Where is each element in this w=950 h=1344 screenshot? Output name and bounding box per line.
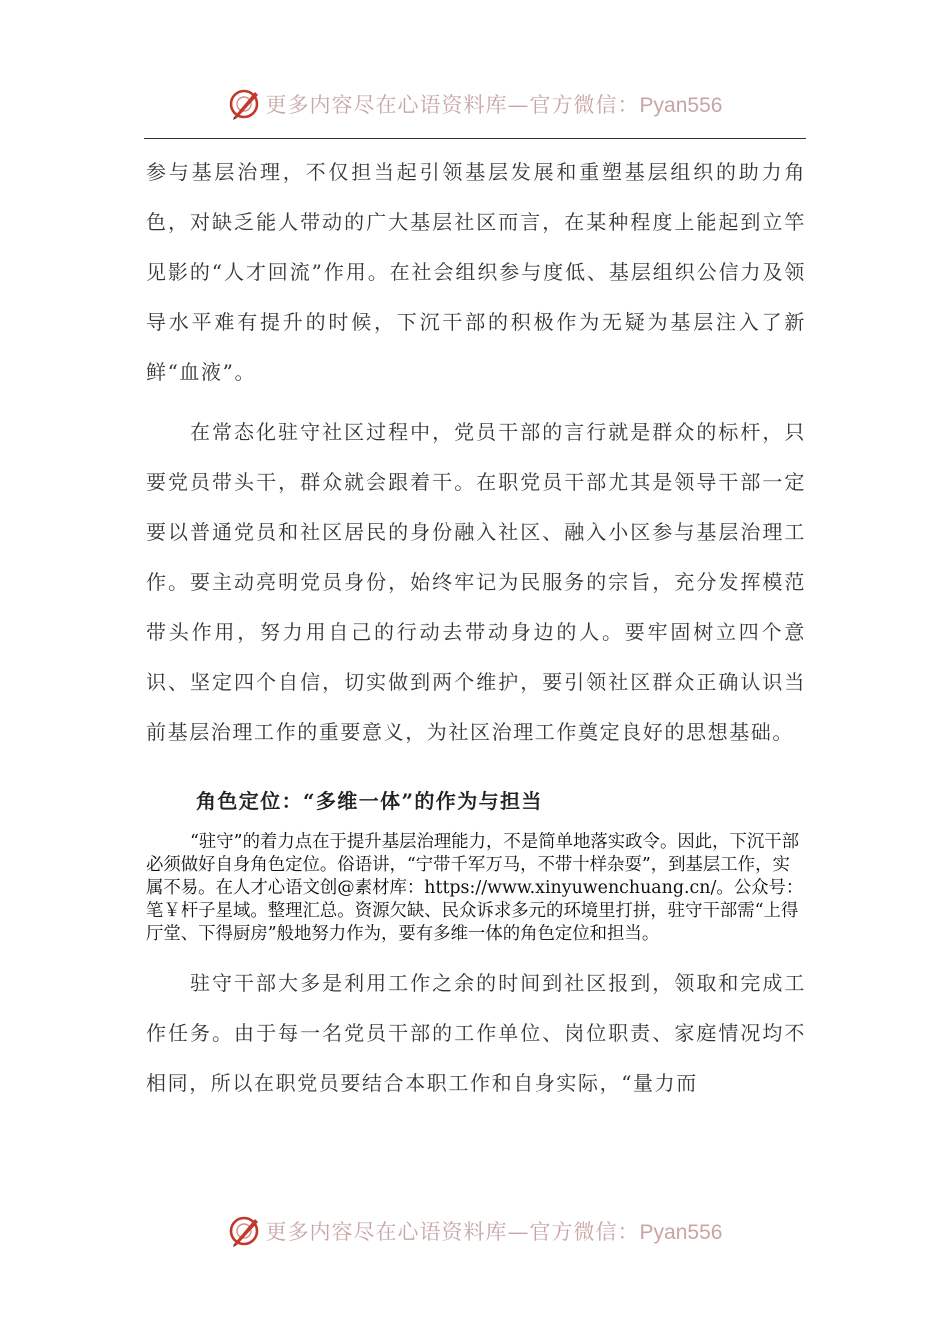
pen-logo-icon [228,1214,262,1248]
banner-text [266,89,723,119]
banner-text [266,1216,723,1246]
paragraph-1: 参与基层治理，不仅担当起引领基层发展和重塑基层组织的助力角色，对缺乏能人带动的广大基层社区而言，在某种程度上能起到立竿见影的“人才回流”作用。在社会组织参与度低、基层组织公信力及领导水平难有提升的时候，下沉干部的积极作为无疑为基层注入了新鲜“血液”。 [146,160,806,384]
header-divider [144,138,806,139]
section-heading: 角色定位：“多维一体”的作为与担当 [196,789,543,813]
banner-caption: 更多内容尽在心语资料库—官方微信： [265,1220,640,1244]
paragraph-4: 驻守干部大多是利用工作之余的时间到社区报到，领取和完成工作任务。由于每一名党员干部的工作单位、岗位职责、家庭情况均不相同，所以在职党员要结合本职工作和自身实际，“量力而 [146,971,806,1095]
paragraph-2: 在常态化驻守社区过程中，党员干部的言行就是群众的标杆，只要党员带头干，群众就会跟着干。在职党员干部尤其是领导干部一定要以普通党员和社区居民的身份融入社区、融入小区参与基层治理工作。要主动亮明党员身份，始终牢记为民服务的宗旨，充分发挥模范带头作用，努力用自己的行动去带动身边的人。要牢固树立四个意识、坚定四个自信，切实做到两个维护，要引领社区群众正确认识当前基层治理工作的重要意义，为社区治理工作奠定良好的思想基础。 [146,420,806,744]
footer-banner [0,1211,950,1251]
pen-logo-icon [228,87,262,121]
header-banner [0,84,950,124]
banner-wechat-handle: Pyan556 [639,1221,723,1244]
paragraph-3: “驻守”的着力点在于提升基层治理能力，不是简单地落实政令。因此，下沉干部必须做好自身角色定位。俗语讲，“宁带千军万马，不带十样杂耍”，到基层工作，实属不易。在人才心语文创@素材库：https://www.xinyuwenchuang.cn/。公众号：笔￥杆子星域。整理汇总。资源欠缺、民众诉求多元的环境里打拼，驻守干部需“上得厅堂、下得厨房”般地努力作为，要有多维一体的角色定位和担当。 [146,832,804,944]
banner-caption: 更多内容尽在心语资料库—官方微信： [265,93,640,117]
document-body [146,147,806,1108]
banner-wechat-handle: Pyan556 [639,94,723,117]
